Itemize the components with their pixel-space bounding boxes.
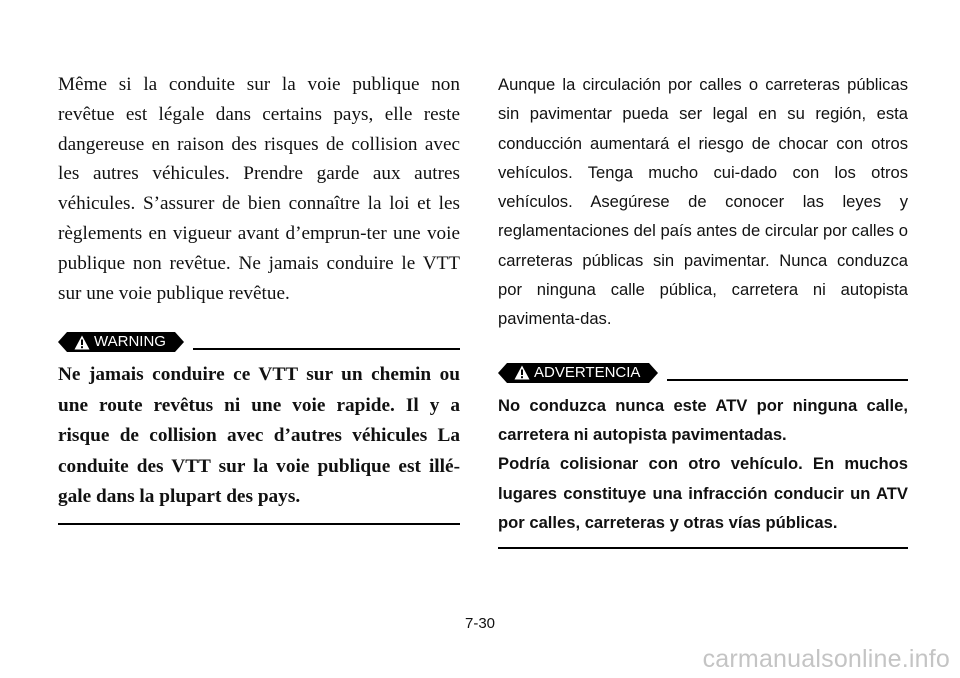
spanish-warning-header — [498, 361, 908, 385]
spanish-body-text: Aunque la circulación por calles o carreteras públicas sin pavimentar pueda ser legal en su región, esta conducción aumentará el riesgo de chocar con otros vehículos. Tenga mucho cui-dado con los otros vehículos. Asegúrese de conocer las leyes y reglamentaciones del país antes de circular por calles o carreteras públicas sin pavimentar. Nunca conduzca por ninguna calle pública, carretera ni autopista pavimenta-das. — [498, 75, 908, 329]
spanish-warning-text-2: Podría colisionar con otro vehículo. En muchos lugares constituye una infracción conducir un ATV por calles, carreteras y otras vías públicas. — [498, 454, 908, 532]
warning-badge-label: WARNING — [94, 333, 166, 351]
watermark: carmanualsonline.info — [702, 645, 950, 673]
french-warning-text: Ne jamais conduire ce VTT sur un chemin ou une route revêtus ni une voie rapide. Il y a risque de collision avec d’autres véhicules La conduite des VTT sur la voie publique est illé-gale dans la plupart des pays. — [58, 364, 460, 508]
french-warning-end-rule — [58, 523, 460, 525]
advertencia-badge — [507, 363, 649, 383]
spanish-column — [498, 70, 908, 549]
warning-badge — [67, 332, 175, 352]
warning-header-rule — [193, 334, 460, 350]
spanish-warning-end-rule — [498, 547, 908, 549]
french-warning-header — [58, 330, 460, 354]
page-number: 7-30 — [464, 615, 496, 632]
warning-triangle-icon — [514, 365, 530, 380]
advertencia-badge-label: ADVERTENCIA — [534, 363, 641, 381]
advertencia-header-rule — [667, 365, 908, 381]
french-body-text: Même si la conduite sur la voie publique non revêtue est légale dans certains pays, elle reste dangereuse en raison des risques de collision avec les autres véhicules. Prendre garde aux autres véhicules. S’assurer de bien connaître la loi et les règlements en vigueur avant d’emprun-ter une voie publique non revêtue. Ne jamais conduire le VTT sur une voie publique revêtue. — [58, 74, 460, 304]
french-column — [58, 70, 460, 525]
warning-triangle-icon — [74, 335, 90, 350]
spanish-warning-text-1: No conduzca nunca este ATV por ninguna calle, carretera ni autopista pavimentadas. — [498, 395, 908, 444]
